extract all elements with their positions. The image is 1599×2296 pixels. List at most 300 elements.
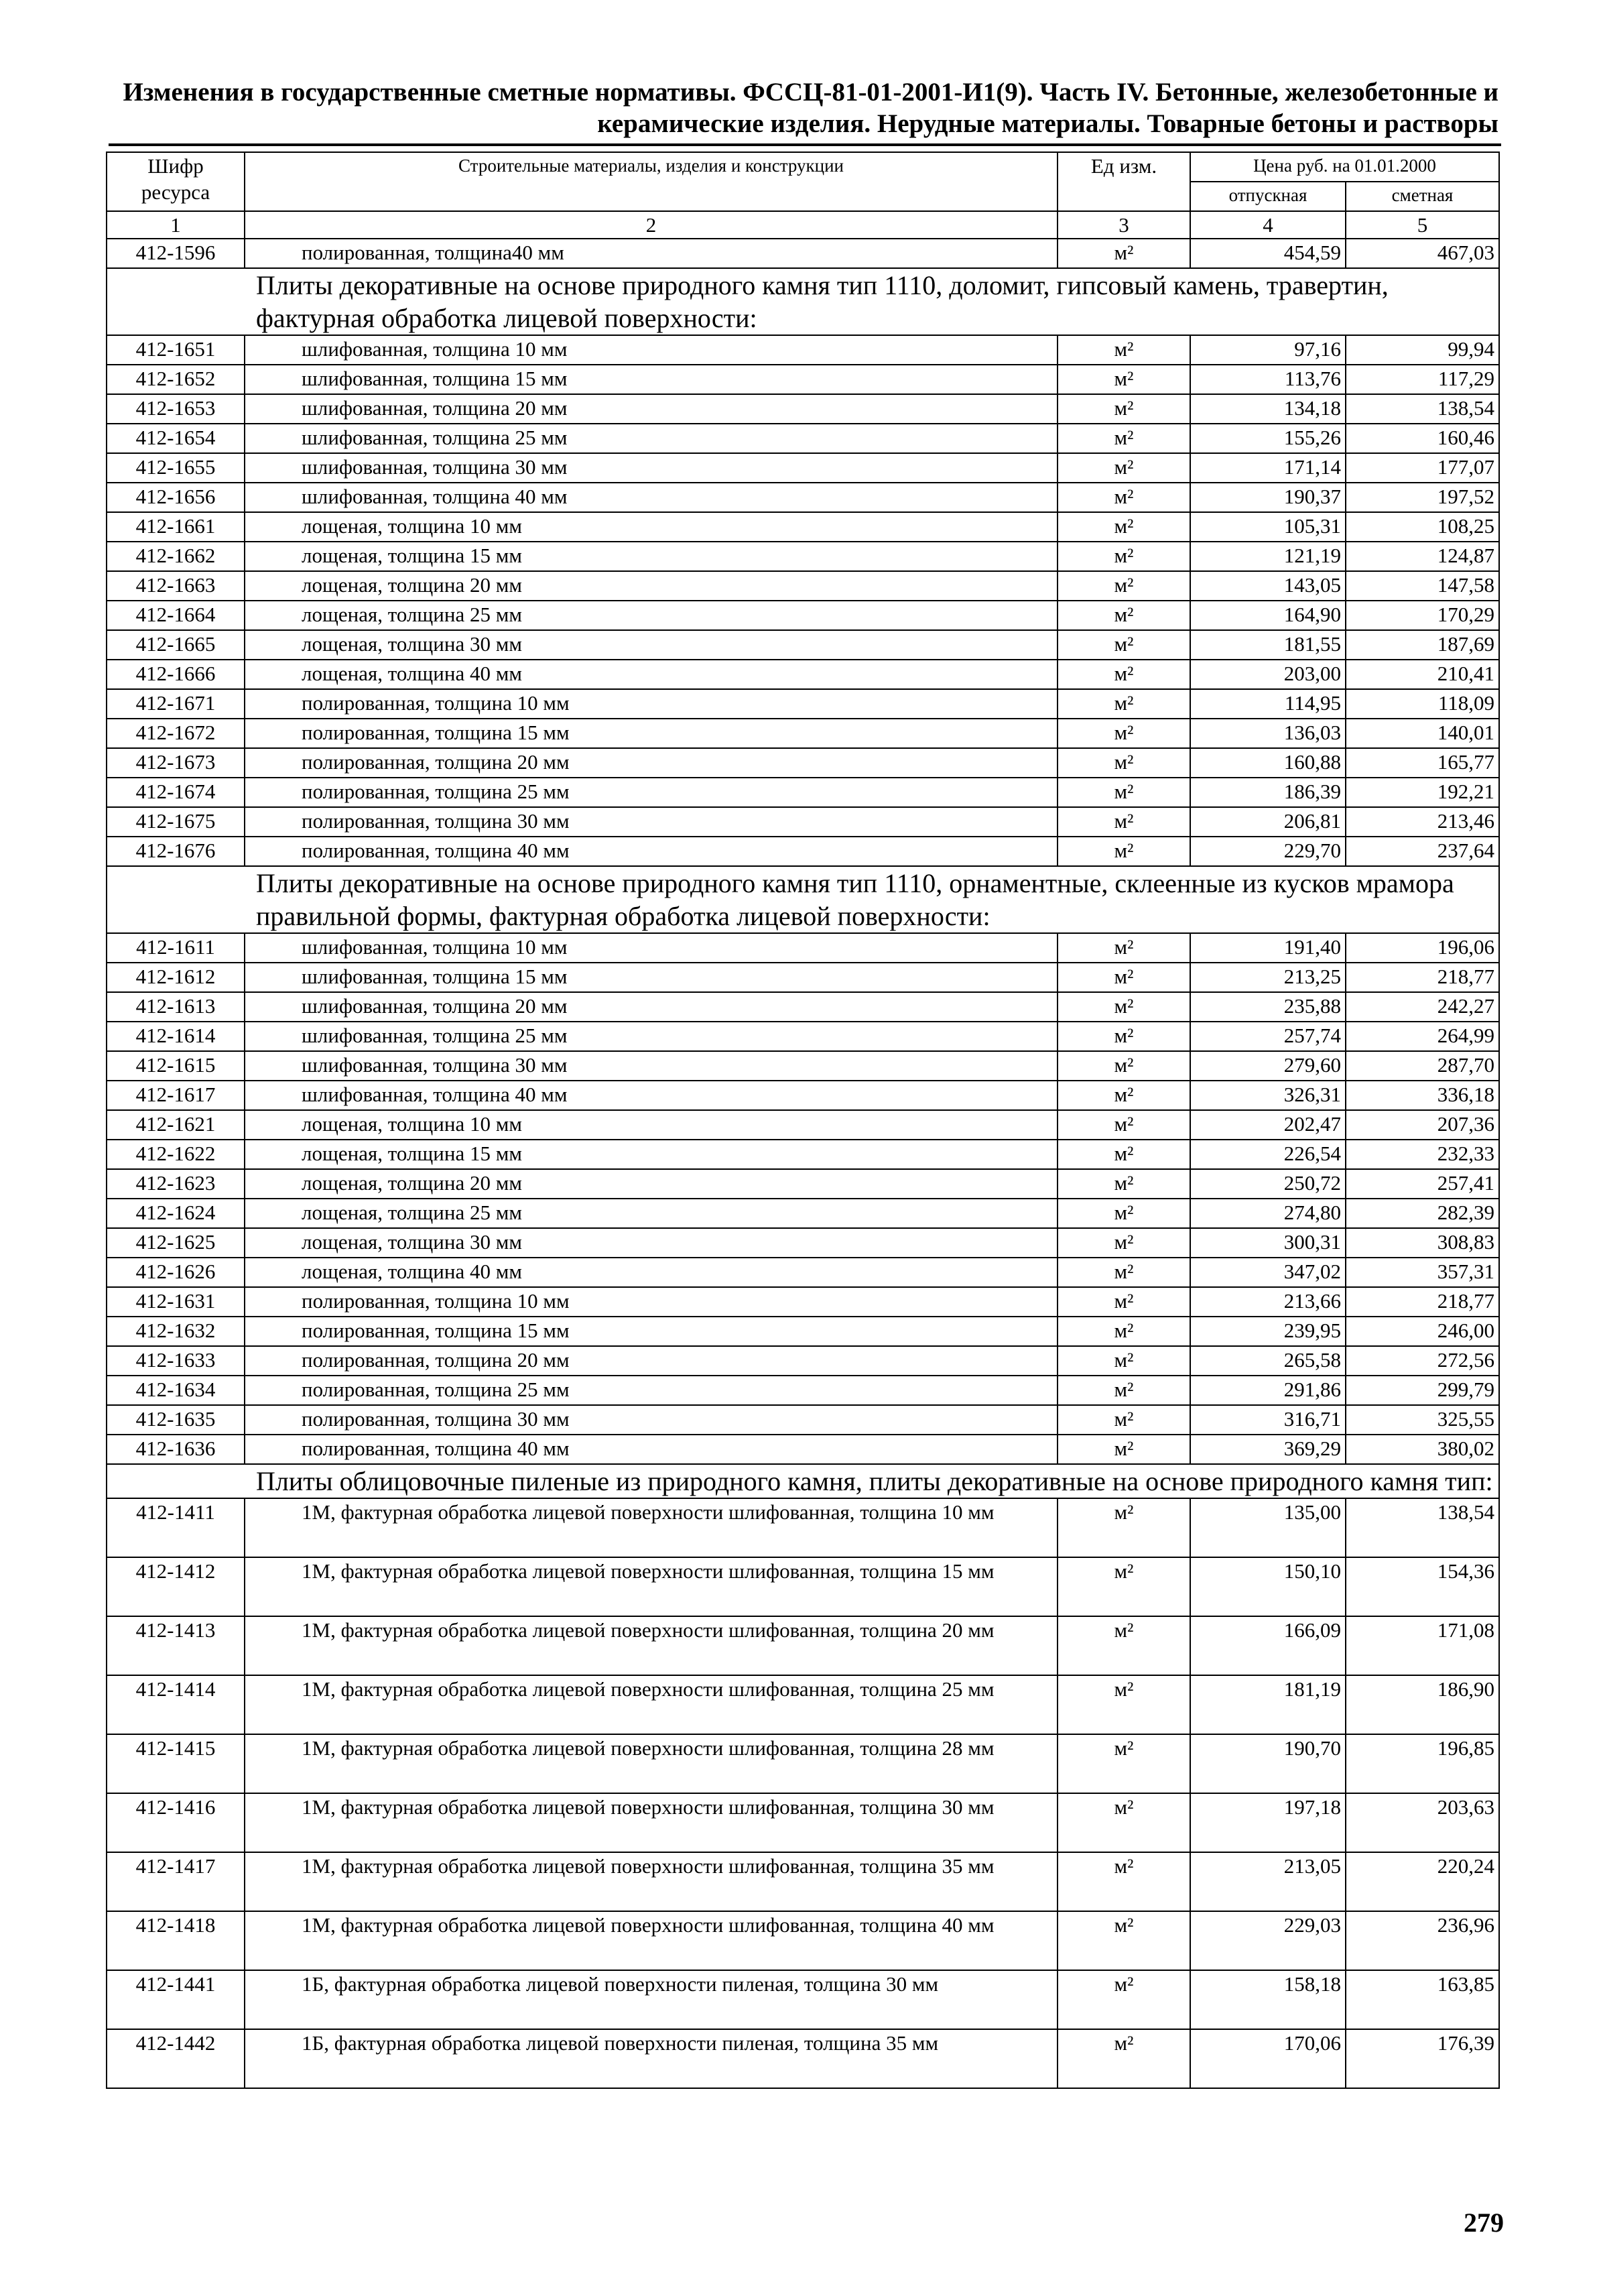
release-price: 229,03	[1190, 1911, 1346, 1970]
table-row	[107, 1675, 1499, 1734]
material-name: шлифованная, толщина 10 мм	[245, 335, 1058, 365]
table-row	[107, 394, 1499, 424]
release-price: 158,18	[1190, 1970, 1346, 2029]
release-price: 166,09	[1190, 1616, 1346, 1675]
release-price: 113,76	[1190, 365, 1346, 394]
material-name: полированная, толщина 20 мм	[245, 1346, 1058, 1376]
price-table	[106, 152, 1500, 2089]
estimate-price: 299,79	[1346, 1376, 1499, 1405]
release-price: 265,58	[1190, 1346, 1346, 1376]
unit-cell: м²	[1058, 394, 1190, 424]
release-price: 197,18	[1190, 1793, 1346, 1852]
unit-cell: м²	[1058, 453, 1190, 483]
unit-cell: м²	[1058, 1616, 1190, 1675]
release-price: 97,16	[1190, 335, 1346, 365]
estimate-price: 207,36	[1346, 1110, 1499, 1140]
estimate-price: 220,24	[1346, 1852, 1499, 1911]
table-row	[107, 630, 1499, 660]
resource-code: 412-1596	[107, 239, 245, 268]
resource-code: 412-1414	[107, 1675, 245, 1734]
estimate-price: 380,02	[1346, 1435, 1499, 1464]
material-name: полированная, толщина 25 мм	[245, 778, 1058, 807]
col-number: 1	[107, 211, 245, 239]
table-row	[107, 1051, 1499, 1081]
estimate-price: 176,39	[1346, 2029, 1499, 2088]
release-price: 291,86	[1190, 1376, 1346, 1405]
table-row	[107, 239, 1499, 268]
release-price: 203,00	[1190, 660, 1346, 689]
material-name: шлифованная, толщина 40 мм	[245, 483, 1058, 512]
table-row	[107, 1498, 1499, 1557]
col-header-estimate: сметная	[1346, 182, 1499, 211]
estimate-price: 170,29	[1346, 601, 1499, 630]
table-row	[107, 601, 1499, 630]
header-rule	[109, 143, 1501, 146]
table-row	[107, 335, 1499, 365]
unit-cell: м²	[1058, 2029, 1190, 2088]
estimate-price: 99,94	[1346, 335, 1499, 365]
release-price: 213,66	[1190, 1287, 1346, 1317]
resource-code: 412-1622	[107, 1140, 245, 1169]
material-name: полированная, толщина 25 мм	[245, 1376, 1058, 1405]
unit-cell: м²	[1058, 424, 1190, 453]
estimate-price: 272,56	[1346, 1346, 1499, 1376]
release-price: 206,81	[1190, 807, 1346, 837]
unit-cell: м²	[1058, 1228, 1190, 1258]
table-row	[107, 571, 1499, 601]
release-price: 143,05	[1190, 571, 1346, 601]
section-row	[107, 1464, 1499, 1498]
estimate-price: 203,63	[1346, 1793, 1499, 1852]
table-row	[107, 1616, 1499, 1675]
release-price: 326,31	[1190, 1081, 1346, 1110]
resource-code: 412-1633	[107, 1346, 245, 1376]
unit-cell: м²	[1058, 1317, 1190, 1346]
unit-cell: м²	[1058, 1199, 1190, 1228]
section-row	[107, 268, 1499, 335]
unit-cell: м²	[1058, 992, 1190, 1022]
unit-cell: м²	[1058, 1110, 1190, 1140]
estimate-price: 138,54	[1346, 394, 1499, 424]
material-name: лощеная, толщина 20 мм	[245, 571, 1058, 601]
release-price: 202,47	[1190, 1110, 1346, 1140]
estimate-price: 163,85	[1346, 1970, 1499, 2029]
release-price: 170,06	[1190, 2029, 1346, 2088]
release-price: 121,19	[1190, 542, 1346, 571]
estimate-price: 186,90	[1346, 1675, 1499, 1734]
resource-code: 412-1654	[107, 424, 245, 453]
release-price: 186,39	[1190, 778, 1346, 807]
resource-code: 412-1655	[107, 453, 245, 483]
release-price: 160,88	[1190, 748, 1346, 778]
unit-cell: м²	[1058, 933, 1190, 963]
table-row	[107, 1557, 1499, 1616]
unit-cell: м²	[1058, 689, 1190, 719]
table-row	[107, 837, 1499, 866]
section-heading: Плиты облицовочные пиленые из природного камня, плиты декоративные на основе природного камня тип:	[107, 1464, 1499, 1498]
resource-code: 412-1623	[107, 1169, 245, 1199]
resource-code: 412-1624	[107, 1199, 245, 1228]
material-name: лощеная, толщина 40 мм	[245, 1258, 1058, 1287]
release-price: 155,26	[1190, 424, 1346, 453]
material-name: полированная, толщина 40 мм	[245, 837, 1058, 866]
table-row	[107, 1376, 1499, 1405]
page-header	[118, 76, 1498, 139]
col-number: 2	[245, 211, 1058, 239]
unit-cell: м²	[1058, 1793, 1190, 1852]
unit-cell: м²	[1058, 1051, 1190, 1081]
table-row	[107, 1793, 1499, 1852]
estimate-price: 165,77	[1346, 748, 1499, 778]
unit-cell: м²	[1058, 1675, 1190, 1734]
unit-cell: м²	[1058, 1081, 1190, 1110]
resource-code: 412-1413	[107, 1616, 245, 1675]
resource-code: 412-1665	[107, 630, 245, 660]
estimate-price: 210,41	[1346, 660, 1499, 689]
release-price: 279,60	[1190, 1051, 1346, 1081]
table-row	[107, 1287, 1499, 1317]
section-heading: Плиты декоративные на основе природного камня тип 1110, доломит, гипсовый камень, травертин, фактурная обработка лицевой поверхности:	[107, 268, 1499, 335]
unit-cell: м²	[1058, 1557, 1190, 1616]
resource-code: 412-1666	[107, 660, 245, 689]
material-name: полированная, толщина 40 мм	[245, 1435, 1058, 1464]
estimate-price: 336,18	[1346, 1081, 1499, 1110]
table-row	[107, 963, 1499, 992]
release-price: 239,95	[1190, 1317, 1346, 1346]
resource-code: 412-1417	[107, 1852, 245, 1911]
release-price: 213,05	[1190, 1852, 1346, 1911]
material-name: шлифованная, толщина 40 мм	[245, 1081, 1058, 1110]
resource-code: 412-1612	[107, 963, 245, 992]
material-name: 1М, фактурная обработка лицевой поверхности шлифованная, толщина 40 мм	[245, 1911, 1058, 1970]
material-name: шлифованная, толщина 30 мм	[245, 453, 1058, 483]
material-name: лощеная, толщина 20 мм	[245, 1169, 1058, 1199]
resource-code: 412-1411	[107, 1498, 245, 1557]
release-price: 226,54	[1190, 1140, 1346, 1169]
material-name: 1М, фактурная обработка лицевой поверхности шлифованная, толщина 30 мм	[245, 1793, 1058, 1852]
material-name: лощеная, толщина 25 мм	[245, 601, 1058, 630]
resource-code: 412-1673	[107, 748, 245, 778]
col-header-price: Цена руб. на 01.01.2000	[1190, 152, 1499, 182]
table-row	[107, 512, 1499, 542]
estimate-price: 287,70	[1346, 1051, 1499, 1081]
resource-code: 412-1418	[107, 1911, 245, 1970]
col-number: 3	[1058, 211, 1190, 239]
col-number: 5	[1346, 211, 1499, 239]
release-price: 164,90	[1190, 601, 1346, 630]
release-price: 190,37	[1190, 483, 1346, 512]
material-name: 1М, фактурная обработка лицевой поверхности шлифованная, толщина 35 мм	[245, 1852, 1058, 1911]
unit-cell: м²	[1058, 1911, 1190, 1970]
material-name: лощеная, толщина 30 мм	[245, 1228, 1058, 1258]
header-line-1: Изменения в государственные сметные нормативы. ФССЦ-81-01-2001-И1(9). Часть IV. Бетонные, железобетонные и	[123, 78, 1498, 107]
table-row	[107, 807, 1499, 837]
release-price: 257,74	[1190, 1022, 1346, 1051]
table-row	[107, 1435, 1499, 1464]
release-price: 114,95	[1190, 689, 1346, 719]
estimate-price: 160,46	[1346, 424, 1499, 453]
unit-cell: м²	[1058, 1258, 1190, 1287]
table-row	[107, 1346, 1499, 1376]
material-name: полированная, толщина 15 мм	[245, 719, 1058, 748]
resource-code: 412-1672	[107, 719, 245, 748]
resource-code: 412-1613	[107, 992, 245, 1022]
table-row	[107, 365, 1499, 394]
table-row	[107, 1970, 1499, 2029]
material-name: лощеная, толщина 10 мм	[245, 1110, 1058, 1140]
table-row	[107, 1169, 1499, 1199]
estimate-price: 237,64	[1346, 837, 1499, 866]
estimate-price: 357,31	[1346, 1258, 1499, 1287]
material-name: полированная, толщина 20 мм	[245, 748, 1058, 778]
header-line-2: керамические изделия. Нерудные материалы. Товарные бетоны и растворы	[597, 109, 1498, 138]
unit-cell: м²	[1058, 601, 1190, 630]
estimate-price: 154,36	[1346, 1557, 1499, 1616]
estimate-price: 177,07	[1346, 453, 1499, 483]
unit-cell: м²	[1058, 1405, 1190, 1435]
resource-code: 412-1675	[107, 807, 245, 837]
material-name: шлифованная, толщина 25 мм	[245, 424, 1058, 453]
release-price: 134,18	[1190, 394, 1346, 424]
release-price: 181,55	[1190, 630, 1346, 660]
release-price: 229,70	[1190, 837, 1346, 866]
material-name: полированная, толщина 30 мм	[245, 1405, 1058, 1435]
estimate-price: 246,00	[1346, 1317, 1499, 1346]
material-name: лощеная, толщина 10 мм	[245, 512, 1058, 542]
resource-code: 412-1611	[107, 933, 245, 963]
release-price: 300,31	[1190, 1228, 1346, 1258]
table-row	[107, 992, 1499, 1022]
release-price: 135,00	[1190, 1498, 1346, 1557]
release-price: 181,19	[1190, 1675, 1346, 1734]
resource-code: 412-1651	[107, 335, 245, 365]
unit-cell: м²	[1058, 719, 1190, 748]
resource-code: 412-1634	[107, 1376, 245, 1405]
col-number: 4	[1190, 211, 1346, 239]
unit-cell: м²	[1058, 571, 1190, 601]
unit-cell: м²	[1058, 365, 1190, 394]
table-row	[107, 689, 1499, 719]
resource-code: 412-1615	[107, 1051, 245, 1081]
resource-code: 412-1664	[107, 601, 245, 630]
material-name: 1М, фактурная обработка лицевой поверхности шлифованная, толщина 28 мм	[245, 1734, 1058, 1793]
unit-cell: м²	[1058, 1498, 1190, 1557]
material-name: шлифованная, толщина 30 мм	[245, 1051, 1058, 1081]
estimate-price: 124,87	[1346, 542, 1499, 571]
resource-code: 412-1626	[107, 1258, 245, 1287]
unit-cell: м²	[1058, 1970, 1190, 2029]
resource-code: 412-1656	[107, 483, 245, 512]
material-name: шлифованная, толщина 15 мм	[245, 365, 1058, 394]
unit-cell: м²	[1058, 837, 1190, 866]
table-body	[107, 239, 1499, 2088]
release-price: 454,59	[1190, 239, 1346, 268]
material-name: лощеная, толщина 30 мм	[245, 630, 1058, 660]
release-price: 274,80	[1190, 1199, 1346, 1228]
material-name: лощеная, толщина 15 мм	[245, 542, 1058, 571]
table-row	[107, 453, 1499, 483]
release-price: 171,14	[1190, 453, 1346, 483]
table-row	[107, 1110, 1499, 1140]
table-row	[107, 1199, 1499, 1228]
estimate-price: 257,41	[1346, 1169, 1499, 1199]
release-price: 369,29	[1190, 1435, 1346, 1464]
estimate-price: 282,39	[1346, 1199, 1499, 1228]
resource-code: 412-1416	[107, 1793, 245, 1852]
release-price: 316,71	[1190, 1405, 1346, 1435]
unit-cell: м²	[1058, 1435, 1190, 1464]
table-row	[107, 1140, 1499, 1169]
estimate-price: 118,09	[1346, 689, 1499, 719]
material-name: полированная, толщина 10 мм	[245, 1287, 1058, 1317]
material-name: шлифованная, толщина 10 мм	[245, 933, 1058, 963]
material-name: 1М, фактурная обработка лицевой поверхности шлифованная, толщина 15 мм	[245, 1557, 1058, 1616]
unit-cell: м²	[1058, 1140, 1190, 1169]
resource-code: 412-1632	[107, 1317, 245, 1346]
table-row	[107, 542, 1499, 571]
material-name: 1Б, фактурная обработка лицевой поверхности пиленая, толщина 30 мм	[245, 1970, 1058, 2029]
release-price: 150,10	[1190, 1557, 1346, 1616]
resource-code: 412-1631	[107, 1287, 245, 1317]
resource-code: 412-1663	[107, 571, 245, 601]
section-row	[107, 866, 1499, 933]
material-name: лощеная, толщина 40 мм	[245, 660, 1058, 689]
resource-code: 412-1662	[107, 542, 245, 571]
col-header-release: отпускная	[1190, 182, 1346, 211]
estimate-price: 236,96	[1346, 1911, 1499, 1970]
resource-code: 412-1674	[107, 778, 245, 807]
col-header-unit: Ед изм.	[1058, 152, 1190, 211]
unit-cell: м²	[1058, 542, 1190, 571]
material-name: 1М, фактурная обработка лицевой поверхности шлифованная, толщина 25 мм	[245, 1675, 1058, 1734]
unit-cell: м²	[1058, 1376, 1190, 1405]
estimate-price: 138,54	[1346, 1498, 1499, 1557]
unit-cell: м²	[1058, 1346, 1190, 1376]
resource-code: 412-1636	[107, 1435, 245, 1464]
estimate-price: 108,25	[1346, 512, 1499, 542]
resource-code: 412-1441	[107, 1970, 245, 2029]
material-name: полированная, толщина 15 мм	[245, 1317, 1058, 1346]
table-row	[107, 1258, 1499, 1287]
unit-cell: м²	[1058, 483, 1190, 512]
estimate-price: 197,52	[1346, 483, 1499, 512]
resource-code: 412-1614	[107, 1022, 245, 1051]
estimate-price: 213,46	[1346, 807, 1499, 837]
unit-cell: м²	[1058, 1734, 1190, 1793]
unit-cell: м²	[1058, 512, 1190, 542]
table-row	[107, 1911, 1499, 1970]
estimate-price: 242,27	[1346, 992, 1499, 1022]
page-number: 279	[1464, 2208, 1504, 2238]
material-name: полированная, толщина 30 мм	[245, 807, 1058, 837]
estimate-price: 467,03	[1346, 239, 1499, 268]
resource-code: 412-1617	[107, 1081, 245, 1110]
estimate-price: 218,77	[1346, 963, 1499, 992]
unit-cell: м²	[1058, 963, 1190, 992]
unit-cell: м²	[1058, 660, 1190, 689]
estimate-price: 187,69	[1346, 630, 1499, 660]
unit-cell: м²	[1058, 1022, 1190, 1051]
material-name: лощеная, толщина 15 мм	[245, 1140, 1058, 1169]
resource-code: 412-1621	[107, 1110, 245, 1140]
table-row	[107, 1022, 1499, 1051]
estimate-price: 196,85	[1346, 1734, 1499, 1793]
col-header-name: Строительные материалы, изделия и конструкции	[245, 152, 1058, 211]
resource-code: 412-1635	[107, 1405, 245, 1435]
estimate-price: 117,29	[1346, 365, 1499, 394]
material-name: шлифованная, толщина 25 мм	[245, 1022, 1058, 1051]
table-row	[107, 1228, 1499, 1258]
release-price: 235,88	[1190, 992, 1346, 1022]
material-name: лощеная, толщина 25 мм	[245, 1199, 1058, 1228]
unit-cell: м²	[1058, 1852, 1190, 1911]
release-price: 136,03	[1190, 719, 1346, 748]
material-name: 1Б, фактурная обработка лицевой поверхности пиленая, толщина 35 мм	[245, 2029, 1058, 2088]
resource-code: 412-1442	[107, 2029, 245, 2088]
material-name: шлифованная, толщина 20 мм	[245, 992, 1058, 1022]
estimate-price: 232,33	[1346, 1140, 1499, 1169]
unit-cell: м²	[1058, 1287, 1190, 1317]
table-row	[107, 748, 1499, 778]
col-header-code: Шифр ресурса	[107, 152, 245, 211]
table-row	[107, 1317, 1499, 1346]
release-price: 190,70	[1190, 1734, 1346, 1793]
resource-code: 412-1653	[107, 394, 245, 424]
estimate-price: 140,01	[1346, 719, 1499, 748]
resource-code: 412-1661	[107, 512, 245, 542]
unit-cell: м²	[1058, 239, 1190, 268]
table-row	[107, 1734, 1499, 1793]
material-name: шлифованная, толщина 20 мм	[245, 394, 1058, 424]
table-row	[107, 719, 1499, 748]
material-name: 1М, фактурная обработка лицевой поверхности шлифованная, толщина 20 мм	[245, 1616, 1058, 1675]
material-name: шлифованная, толщина 15 мм	[245, 963, 1058, 992]
resource-code: 412-1412	[107, 1557, 245, 1616]
table-row	[107, 933, 1499, 963]
release-price: 105,31	[1190, 512, 1346, 542]
estimate-price: 192,21	[1346, 778, 1499, 807]
unit-cell: м²	[1058, 630, 1190, 660]
material-name: полированная, толщина 10 мм	[245, 689, 1058, 719]
unit-cell: м²	[1058, 807, 1190, 837]
release-price: 191,40	[1190, 933, 1346, 963]
table-row	[107, 1081, 1499, 1110]
unit-cell: м²	[1058, 1169, 1190, 1199]
section-heading: Плиты декоративные на основе природного камня тип 1110, орнаментные, склеенные из кусков мрамора правильной формы, фактурная обработка лицевой поверхности:	[107, 866, 1499, 933]
material-name: 1М, фактурная обработка лицевой поверхности шлифованная, толщина 10 мм	[245, 1498, 1058, 1557]
estimate-price: 264,99	[1346, 1022, 1499, 1051]
table-row	[107, 778, 1499, 807]
table-row	[107, 1852, 1499, 1911]
resource-code: 412-1625	[107, 1228, 245, 1258]
estimate-price: 218,77	[1346, 1287, 1499, 1317]
material-name: полированная, толщина40 мм	[245, 239, 1058, 268]
estimate-price: 308,83	[1346, 1228, 1499, 1258]
unit-cell: м²	[1058, 748, 1190, 778]
estimate-price: 196,06	[1346, 933, 1499, 963]
resource-code: 412-1652	[107, 365, 245, 394]
table-row	[107, 424, 1499, 453]
table-row	[107, 660, 1499, 689]
unit-cell: м²	[1058, 335, 1190, 365]
release-price: 347,02	[1190, 1258, 1346, 1287]
resource-code: 412-1676	[107, 837, 245, 866]
resource-code: 412-1671	[107, 689, 245, 719]
resource-code: 412-1415	[107, 1734, 245, 1793]
estimate-price: 147,58	[1346, 571, 1499, 601]
table-row	[107, 483, 1499, 512]
table-row	[107, 1405, 1499, 1435]
